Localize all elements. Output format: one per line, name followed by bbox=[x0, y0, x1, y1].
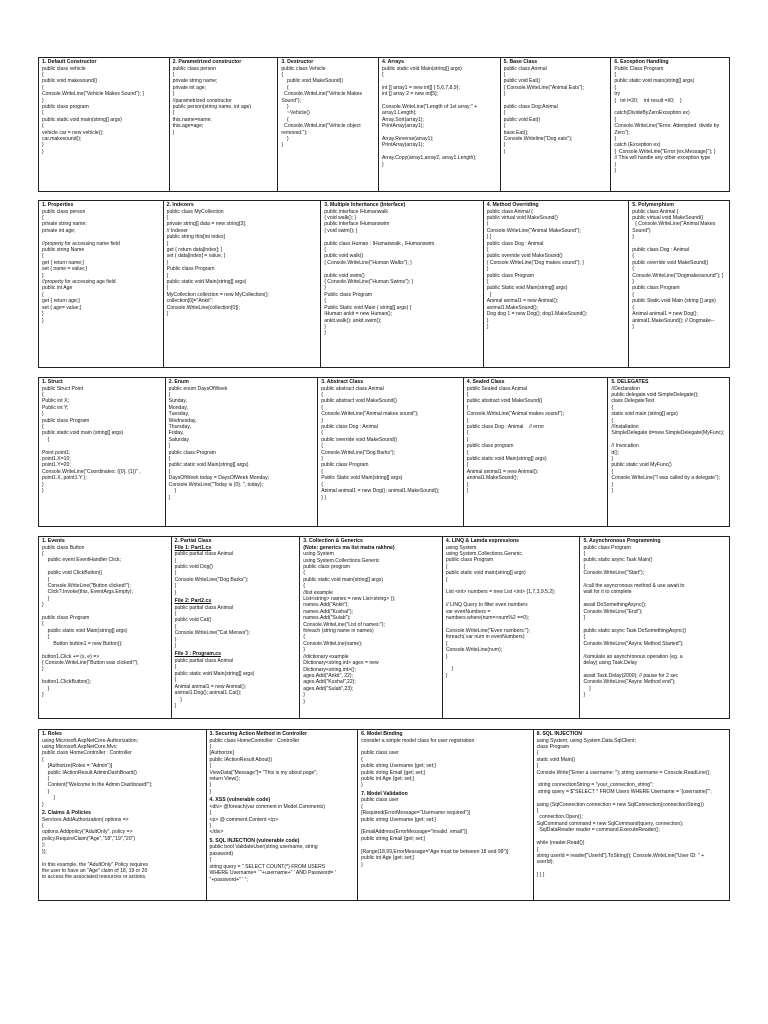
card-title: 1. Default Constructor bbox=[42, 59, 97, 65]
code-block: public enum DaysOfWeek { Sunday, Monday, Tuesday, Wednesday, Thursday, Friday, Saturday } public class Program { public static void Main(string[] args) { DaysOfWeek today = DaysOfWeek Monday; Console.WriteLine("Today is {0}. ", today); } } bbox=[168, 385, 270, 501]
code-block: public class Program { public static async Task Main() { Console.WriteLine("Start"); //call the asyncronous method & use await to wait for it to complete await DoSomethingAsync(); Console.WriteLine("End"); } public static async Task DoSomethingAsync() { Console.WriteLine("Async Method Started"); //simulate an asynchronous operation (eg. a delay) using Task.Delay await Task.Delay(2000); // pause for 2 sec Console.WriteLine("Async Method end"); } } bbox=[583, 544, 687, 698]
code-block: public class person { private string name; private int age; } //parametrized constructor public person(string name, int age) { this.name=name; this.age=age; } bbox=[172, 65, 252, 136]
file-heading: File 2: Part2.cs bbox=[174, 598, 212, 605]
card-parametrized-constructor bbox=[170, 58, 279, 191]
section-heading: 5. SQL INJECTION (vulnerable code) bbox=[209, 837, 300, 844]
card-title: 1. Struct bbox=[42, 379, 63, 385]
card-title: 2. Indexers bbox=[166, 202, 194, 208]
card-linq-lambda bbox=[443, 537, 581, 718]
code-block: public class Animal { public void Eat() { Console.WriteLine("Animal Eats"); } public class Dog:Animal { public void Eat() { base.Eat(); Console.Writeline("Dog eats"); } } bbox=[503, 65, 584, 155]
section-row-3 bbox=[38, 377, 730, 527]
code-block: Public Class Program { public static void main(string[] args) { try { int i=20; int result =i/0; } catch(DivideByZeroException ex) { Console.WriteLine("Error. Attempted divide by Zero"); } catch (Exception ex) { Console.WriteLine("Error:{ex.Message}"); } // This will handle any other exception type } } bbox=[614, 65, 720, 175]
card-securing-action-method bbox=[207, 730, 359, 900]
card-destructor bbox=[278, 58, 379, 191]
card-title: 2. Enum bbox=[168, 379, 189, 385]
code-block: public partial class Animal { public static void Main(string[] args) { Animal animal1 = new Animal(); animal1.Dog(); animal1.Cat(); } } bbox=[174, 658, 255, 709]
file-heading: File 1: Part1.cs bbox=[174, 544, 212, 551]
card-title: 1. Roles bbox=[42, 731, 62, 737]
code-block: //Declaration public delegate void SimpleDelegate(); class DelegateTest { static void main (string[] args) { //Installation SimpleDelegate d=new SimpleDelegate(MyFunc); // Invocation d(); } public static void MyFunc() { Console.WriteLine("I was called by a delegate"); } } bbox=[611, 385, 725, 495]
card-title: 5. Asynchronous Programming bbox=[583, 538, 661, 544]
card-enum bbox=[166, 378, 319, 526]
section-row-1 bbox=[38, 57, 730, 192]
card-roles bbox=[39, 730, 207, 900]
card-base-class bbox=[501, 58, 612, 191]
card-events bbox=[39, 537, 172, 718]
code-block: public class MyCollection { private string[] data = new string[3]; // Indexer public string this[int index] { get { return data[index]; } set { data[index] = value; } } Public class Program { public static void Main(string[] args) { MyCollection collection = new MyCollection(); collection[0]="Ankit"; Console.WriteLine(collection[0]); } bbox=[166, 208, 269, 318]
card-title: 3. Collection & Generics (Note: generics ma list matra rakhne) bbox=[303, 538, 395, 551]
code-block: public bool ValidateUser(string username, string password) { string query = " SELECT COUNT(*) FROM USERS WHERE Username= ' "+username+" ' AND Password= ' "+password+" ' "; bbox=[209, 844, 336, 883]
card-partial-class bbox=[172, 537, 301, 718]
card-polymorphism bbox=[629, 201, 729, 367]
card-title: 2. Partial Class bbox=[174, 538, 212, 544]
code-block: using Microsoft.AspNetCore.Authorization; using Microsoft.AspNetCore.Mvc; public class HomeController : Controller { [Authorize(Roles = "Admin")] public IActionResult AdminDashBoard() { Content("Welcome to the Admin Dashboard!"); } } } bbox=[42, 737, 153, 808]
card-delegates bbox=[608, 378, 729, 526]
card-title: 1. Properties bbox=[42, 202, 74, 208]
card-title: 3. Abstract Class bbox=[321, 379, 364, 385]
code-block: using System using System.Collections.Generic public class Program { public static void main(string[] args) { List <int> numbers = new List <int> {1,7,3,9,5,2}; // LINQ Query to filter even numbers var evenNumbers = numbers.where(num=>num%2 ==0); Console.WriteLine("Even numbers:"); foreach( var num in evenNumbers) { Console.WriteLine(num); } } } bbox=[445, 544, 556, 679]
code-block: public class Vehicle { public void MakeSound() { Console.WriteLine("Vehicle Makes Sound"); } ~Vehicle() { Console.WriteLine("Vehicle object removed."); } } bbox=[281, 65, 363, 149]
section-row-4 bbox=[38, 536, 730, 719]
code-block: public class vehicle { public void makesound() { Console.WriteLine("Vehicle Makes Sound"); } } public class program { public static void main(string[] args) { vehicle car = new vehicle(); car.makesound(); } } bbox=[42, 65, 145, 155]
section-heading: 4. XSS (vulnerable code) bbox=[209, 797, 271, 804]
section-heading: 7. Model Validation bbox=[361, 790, 408, 797]
code-block: public class user { [Required(ErrorMessage="Username required")] public string Username {get; set;} [EmailAddress(ErrorMessage="Invalid email")] public string Email {get; set;} [Range(18,99,ErrorMessage="Age must be between 18 and 99")] public int Age {get; set;} } bbox=[361, 797, 509, 868]
card-title: 3. Destructor bbox=[281, 59, 314, 65]
card-title: 1. Events bbox=[42, 538, 65, 544]
card-title: 4. LINQ & Lamda expressions bbox=[445, 538, 520, 544]
card-struct bbox=[39, 378, 166, 526]
code-block: public class Animal { public virtual void MakeSound() { Console.WriteLine("Animal Makes Sound") } public class Dog : Animal { public override void MakeSound() { Console.WriteLine("Dogmakessound"); } } public class Program { public Static void Main (string [] args) { Animal animal1 = new Dog(); animal1.MakeSound(); // Dogmake-- } bbox=[632, 208, 724, 330]
card-exception-handling bbox=[611, 58, 729, 191]
card-title: 6. Exception Handling bbox=[614, 59, 669, 65]
code-block: public class person { private string name; private int age; //property for accessing name field public string Name { get { return name;} set { name = value;} } //property for accessing age field public int Age { get { return age;} set { age= value;} } } bbox=[42, 208, 120, 324]
code-block: public partial class Animal { public void Dog() { Console.WriteLine("Dog Barks"); } } bbox=[174, 551, 249, 596]
file-heading: File 3 : Program.cs bbox=[174, 651, 222, 658]
section-row-5 bbox=[38, 729, 730, 901]
card-title: 3. Multiple Inheritance (Interface) bbox=[324, 202, 406, 208]
code-block: using System using System.Collections.Generic public class program { public static void main(string[] args) { //list example List<string> names = new List<string> (); names.Add("Ankit"); names.Add("Kushal"); names.Add("Sulab"); Console.WriteLine("List of names:"); foreach (string name in names) { Console.WriteLine(name); } //dictionary example Dictionary<string,int> ages = new Dictionary<string,int>(); ages.Add("Ankit", 22); ages.Add("Kushal",22); ages.Add("Sulab",23); } } bbox=[303, 551, 396, 705]
card-indexers bbox=[164, 201, 322, 367]
code-block: public class HomeController : Controller { [Authorize] public IActionResult About() { ViewData["Message"]= "This is my about page"; return View(); } } bbox=[209, 737, 318, 795]
code-block: public static void Main(string[] args) { int [] array1 = new int[] { 5,6,7,8,9}; int [] array 2 = new int[5]; Console.WriteLine("Length of 1st array:" + array1.Length); Array.Sort(array1); PrintArray(array1); Array.Reverse(array1); PrintArray(array1); Array.Copy(array1,array2, array1.Length); } bbox=[382, 65, 478, 168]
code-block: public interface IHumanwalk { void walk(); } public interface IHumanswim { void swim(); } public class Human : IHumanwalk , IHumanswim { public void walk() { Console.WriteLine("Human Walks"); } public void swim() { Console.WriteLine("Human Swims"); } } Public class Program { Public Static void Main ( string[] args) { IHuman ankit = new Human(); ankit.walk(); ankit.swim(); } } bbox=[324, 208, 435, 337]
card-title: 4. Arrays bbox=[382, 59, 405, 65]
card-title: 5. DELEGATES bbox=[611, 379, 649, 385]
code-block: public partial class Animal { public void Cat() { Console.WriteLine("Cat Meows"); } } bbox=[174, 604, 251, 650]
card-title: 4. Sealed Class bbox=[466, 379, 505, 385]
card-collection-generics bbox=[300, 537, 443, 718]
card-sealed-class bbox=[464, 378, 609, 526]
code-block: public abstract class Animal { public abstract void MakeSound() { Console.WriteLine("Animal makes sound"); } public class Dog : Animal { public override void MakeSound() { Console.WriteLine("Dog Barks"); } public class Program { Public Static void Main(string[] args) { Animal animal1 = new Dog(); animal1.MakeSound(); } } bbox=[321, 385, 440, 501]
card-sql-injection bbox=[534, 730, 729, 900]
section-row-2 bbox=[38, 200, 730, 368]
card-title: 2. Parametrized constructor bbox=[172, 59, 242, 65]
card-title: 3. Securing Action Method in Controller bbox=[209, 731, 308, 737]
card-properties bbox=[39, 201, 164, 367]
card-title: 5. Polymerphism bbox=[632, 202, 674, 208]
card-title: 6. Model Binding bbox=[361, 731, 403, 737]
card-multiple-inheritance bbox=[321, 201, 484, 367]
card-model-binding bbox=[358, 730, 533, 900]
card-method-overriding bbox=[484, 201, 630, 367]
card-title: 5. Base Class bbox=[503, 59, 538, 65]
card-async-programming bbox=[580, 537, 729, 718]
code-block: public Struct Point { Public int X; Public int Y; } public class Program { public static void main (string[] args) { Point point1; point1.X=10; point1.Y=20; Console.WriteLine("Coordinates: ({0}, {1})" , point1.X, point1.Y ); } } bbox=[42, 385, 141, 495]
code-block: public Sealed class Animal { public abstract void MakeSound() { Console.WriteLine("Animal makes sound"); } public class Dog : Animal // error { } public class program { public static void Main(string[] args) { Animal animal1 = new Animal(); animal1.MakeSound(); } } bbox=[466, 385, 565, 495]
card-title: 8. SQL INJECTION bbox=[536, 731, 583, 737]
code-block: public class Button { public event EventHandler Click; public void ClickButton() { Console.WriteLine("Button clicked!"); Click?.Invoke(this, EventArgs.Empty); } } public class Program { public static void Main(string[] args) { Button button1 = new Button(); button1.Click += (s, e) => { Console.WriteLine("Button was clicked!"); } button1.ClickButton(); } } bbox=[42, 544, 139, 698]
card-title: 4. Method Overriding bbox=[486, 202, 539, 208]
code-block: <div> @foreach(var comment in Model.Comments) { <p> @ comment.Content </p> } </div> bbox=[209, 803, 326, 836]
code-block: consider a simple model class for user registration public class user { public string Username {get; set;} public string Email {get; set;} public int Age {get; set;} } bbox=[361, 737, 475, 789]
code-block: using System; using System.Data.SqlClient; class Program { static void Main() { Console.Write("Enter a username: "); string username = Console.ReadLine(); string connectionString = "your_connection_string"; string query = $"SELECT * FROM Users WHERE Username = '{username}'"; using (SqlConnection connection = new SqlConnection(connectionString)) { connection.Open(); SqlCommand command = new SqlCommand(query, connection); SqlDataReader reader = command.ExecuteReader(); while (reader.Read()) { string userId = reader["UserId"].ToString(); Console.WriteLine("User ID: " + userId); } } } bbox=[536, 737, 712, 879]
card-arrays bbox=[379, 58, 501, 191]
card-default-constructor bbox=[39, 58, 170, 191]
code-block: public class Animal { public virtual void MakeSound() { Console.WriteLine("Animal MakeSound"); } } public class Dog : Animal { public override void MakeSound() { Console.WriteLine("Dog makes sound"); } } public class Program { public Static void Main(string[] args) { Animal animal1 = new Animal(); animal1.MakeSound(); Dog dog 1 = new Dog(); dog1.MakeSound(); } } bbox=[486, 208, 588, 330]
card-abstract-class bbox=[318, 378, 464, 526]
code-block: Services.AddAuthorization( options => { options.Addpolicy("AdultOnly", policy => policy.RequireClaim("Age","18","19","20") ); }); In this example, the "AdultOnly" Policy requires the user to have an "Age" claim of 18, 19 or 20 to access the associated resources or actions. bbox=[42, 816, 149, 881]
section-heading: 2. Claims & Policies bbox=[42, 810, 92, 817]
